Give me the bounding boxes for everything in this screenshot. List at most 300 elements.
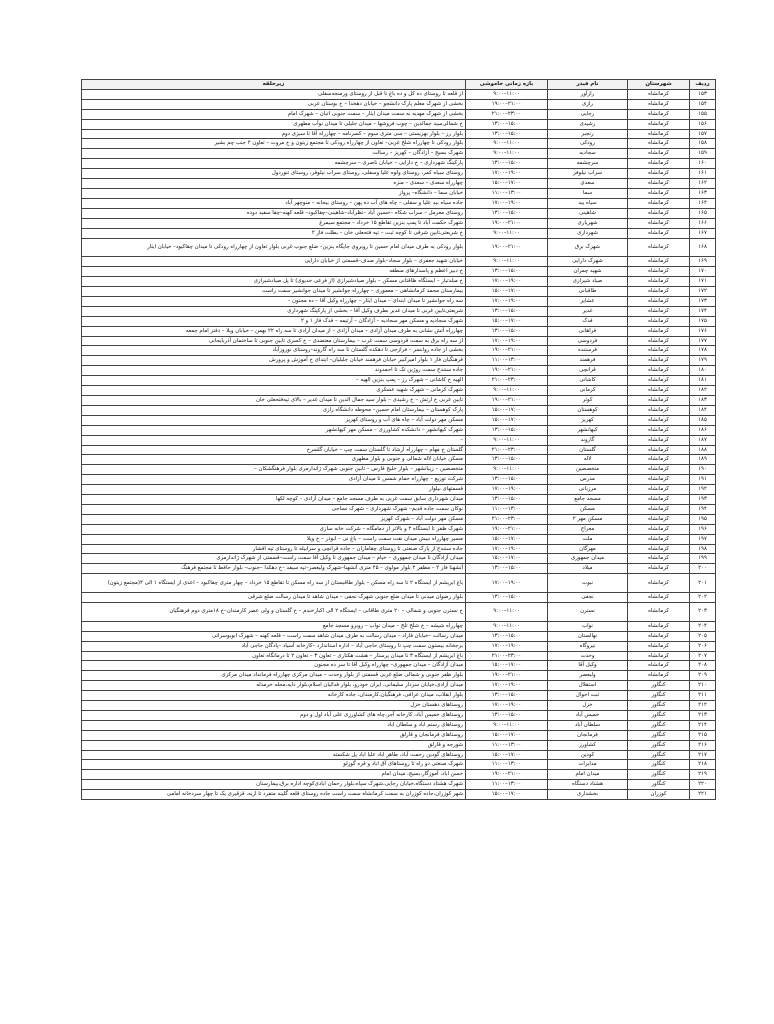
row-number-cell: ۱۸۲ — [690, 386, 716, 396]
area-cell: میدان رسالت –خیابان فاراد – میدان رسالت به طرف میدان شاهد سمت راست – قلعه کهنه – شهرک ابوبوسراتی — [82, 631, 466, 641]
table-row — [82, 159, 716, 169]
city-cell: کرمانشاه — [628, 218, 690, 228]
table-row — [82, 641, 716, 651]
area-cell: چهارراه شیشه – خ شلخ تلخ – میدان نواب – روبرو مسجد جامع — [82, 621, 466, 631]
area-cell: میدان آزادگان تا میدان جمهوری – خیام – میدان جمهوری تا وکیل آقا سمت راست–قسمتی از شهرک ژاندارمری — [82, 554, 466, 564]
row-number-cell: ۱۸۶ — [690, 425, 716, 435]
feeder-cell: غدیر — [548, 306, 628, 316]
city-cell: کرمانشاه — [628, 395, 690, 405]
row-number-cell: ۲۱۸ — [690, 760, 716, 770]
area-cell: گلستان خ مهام – چهارراه ارشاد تا گلستان سمت چپ – خیابان گلسرخ — [82, 445, 466, 455]
city-cell: کنگاور — [628, 701, 690, 711]
outage-time-cell: ۱۳:۰۰–۱۵:۰۰ — [466, 631, 548, 641]
outage-time-cell: ۱۹:۰۰–۲۱:۰۰ — [466, 671, 548, 681]
area-cell: بخشی از شهرک معلم پارک دانشجو – خیابان دهخدا – خ بوستان غربی — [82, 99, 466, 109]
table-row — [82, 495, 716, 505]
area-cell: مسکن مهر دولت آباد – چاه های آب و روستای کهریز — [82, 415, 466, 425]
row-number-cell: ۱۶۸ — [690, 238, 716, 257]
city-cell: کرمانشاه — [628, 267, 690, 277]
outage-time-cell: ۱۱:۰۰–۱۳:۰۰ — [466, 188, 548, 198]
table-row — [82, 740, 716, 750]
table-row — [82, 376, 716, 386]
outage-time-cell: ۲۱:۰۰–۲۳:۰۰ — [466, 651, 548, 661]
city-cell: کرمانشاه — [628, 554, 690, 564]
city-cell: کرمانشاه — [628, 238, 690, 257]
table-row — [82, 671, 716, 681]
outage-time-cell: ۱۳:۰۰–۱۵:۰۰ — [466, 208, 548, 218]
table-row — [82, 405, 716, 415]
row-number-cell: ۲۱۵ — [690, 730, 716, 740]
city-cell: کرمانشاه — [628, 159, 690, 169]
table-row — [82, 681, 716, 691]
header-row-number: ردیف — [690, 80, 716, 90]
feeder-cell: کاشانی — [548, 376, 628, 386]
area-cell: شهرک حکمت آباد تا پمپ بنزین تقاطع ۱۵ خرداد – مجتمع سیمرغ — [82, 218, 466, 228]
row-number-cell: ۲۰۰ — [690, 564, 716, 574]
table-row — [82, 425, 716, 435]
feeder-cell: مسجد جامع — [548, 495, 628, 505]
outage-time-cell: ۱۵:۰۰–۱۷:۰۰ — [466, 750, 548, 760]
table-row — [82, 306, 716, 316]
area-cell: روستاهای دهستان خزل — [82, 701, 466, 711]
feeder-cell: صیاد شیرازی — [548, 277, 628, 287]
area-cell: مسیر چهارراه نبیش میدان نفت سمت راست – باغ نی – ابوذر – خ ویلا — [82, 534, 466, 544]
city-cell: کوزران — [628, 790, 690, 800]
feeder-cell: گاروند — [548, 435, 628, 445]
feeder-cell: کهریز — [548, 415, 628, 425]
table-row — [82, 720, 716, 730]
outage-time-cell: ۹:۰۰–۱۱:۰۰ — [466, 621, 548, 631]
table-row — [82, 435, 716, 445]
city-cell: کرمانشاه — [628, 504, 690, 514]
city-cell: کرمانشاه — [628, 445, 690, 455]
table-row — [82, 415, 716, 425]
row-number-cell: ۱۶۲ — [690, 179, 716, 189]
feeder-cell: سراب نیلوفر — [548, 169, 628, 179]
row-number-cell: ۱۷۹ — [690, 356, 716, 366]
row-number-cell: ۱۵۴ — [690, 99, 716, 109]
area-cell: بلوار ظفر جنوبی و شمالی ضلع غربی قسمتی از بلوار وحدت – میدان مرکزی چهارراه فرمانداد میدان مرکزی — [82, 671, 466, 681]
table-row — [82, 267, 716, 277]
outage-time-cell: ۱۹:۰۰–۲۱:۰۰ — [466, 238, 548, 257]
area-cell: خ دبیر اعظم و پاسدارهای منطقه — [82, 267, 466, 277]
table-row — [82, 661, 716, 671]
area-cell: قسمتهای بیلوار — [82, 485, 466, 495]
area-cell: از قلعه تا روستای ده کل و ده باغ تا قبل از روستای ورمنجه‌سفلی — [82, 89, 466, 99]
feeder-cell: کوهستان — [548, 405, 628, 415]
row-number-cell: ۲۱۴ — [690, 720, 716, 730]
table-row — [82, 218, 716, 228]
outage-time-cell: ۱۱:۰۰–۱۳:۰۰ — [466, 740, 548, 750]
feeder-cell: فدک — [548, 316, 628, 326]
area-cell: خیابان شهید جعفری – بلوار سجاد–بلوار صدف–قسمتی از خیابان دارایی — [82, 257, 466, 267]
outage-time-cell: ۱۵:۰۰–۱۷:۰۰ — [466, 534, 548, 544]
city-cell: کرمانشاه — [628, 109, 690, 119]
table-body — [82, 89, 716, 799]
feeder-cell: کرمانی — [548, 386, 628, 396]
feeder-cell: سیاه بید — [548, 198, 628, 208]
outage-time-cell: ۲۱:۰۰–۲۳:۰۰ — [466, 445, 548, 455]
table-row — [82, 524, 716, 534]
feeder-cell: مدابرات — [548, 760, 628, 770]
city-cell: کرمانشاه — [628, 119, 690, 129]
table-row — [82, 228, 716, 238]
feeder-cell: وحدت — [548, 651, 628, 661]
row-number-cell: ۲۱۳ — [690, 710, 716, 720]
feeder-cell: گلستان — [548, 445, 628, 455]
row-number-cell: ۱۹۱ — [690, 475, 716, 485]
outage-time-cell: ۱۳:۰۰–۱۵:۰۰ — [466, 475, 548, 485]
row-number-cell: ۲۰۷ — [690, 651, 716, 661]
area-cell: از سه راه برق به سمت فردوسی سمت غرب – بیمارستان معتضدی – خ کسری تابین جنوبی تا ساختمان آذربایجانی — [82, 336, 466, 346]
outage-table — [81, 79, 716, 800]
outage-time-cell: ۹:۰۰–۱۱:۰۰ — [466, 139, 548, 149]
city-cell: کنگاور — [628, 760, 690, 770]
feeder-cell: هشتاد دستگاه — [548, 780, 628, 790]
outage-time-cell: ۹:۰۰–۱۱:۰۰ — [466, 149, 548, 159]
row-number-cell: ۱۹۹ — [690, 554, 716, 564]
table-header-row — [82, 80, 716, 90]
outage-time-cell: ۱۹:۰۰–۲۱:۰۰ — [466, 346, 548, 356]
outage-time-cell: ۱۹:۰۰–۲۱:۰۰ — [466, 395, 548, 405]
city-cell: کنگاور — [628, 780, 690, 790]
outage-time-cell: ۱۷:۰۰–۱۹:۰۰ — [466, 681, 548, 691]
area-cell: باغ ابریشم از ایستگاه ۳ تا میدان پرستار – هشت هکتاری – تعاون ۳ – تعاون ۲ تا درمانگاه تعاون — [82, 651, 466, 661]
row-number-cell: ۱۹۶ — [690, 524, 716, 534]
feeder-cell: نجفی — [548, 593, 628, 603]
row-number-cell: ۱۵۸ — [690, 139, 716, 149]
feeder-cell: کیهانشهر — [548, 425, 628, 435]
area-cell: سه راه جوانشیر تا میدان ابتدای – میدان ایثار – چهارراه وکیل آقا – ده مجنون – — [82, 296, 466, 306]
area-cell: بلوار رودکی به طرف میدان امام حسین تا روبروی جایگاه بنزین– ضلع جنوب غربی بلوار تعاون از چهارراه رودکی تا میدان چقاکبود– خیابان ایثار — [82, 238, 466, 257]
row-number-cell: ۱۸۷ — [690, 435, 716, 445]
table-row — [82, 593, 716, 603]
header-feeder: نام فیدر — [548, 80, 628, 90]
table-row — [82, 326, 716, 336]
city-cell: کرمانشاه — [628, 188, 690, 198]
feeder-cell: سما — [548, 188, 628, 198]
outage-time-cell: ۱۳:۰۰–۱۵:۰۰ — [466, 691, 548, 701]
outage-time-cell: ۱۷:۰۰–۱۹:۰۰ — [466, 336, 548, 346]
table-row — [82, 316, 716, 326]
city-cell: کنگاور — [628, 730, 690, 740]
header-area: زیرحلقه — [82, 80, 466, 90]
row-number-cell: ۲۰۱ — [690, 574, 716, 593]
row-number-cell: ۱۶۱ — [690, 169, 716, 179]
row-number-cell: ۲۰۹ — [690, 671, 716, 681]
feeder-cell: فرمانجان — [548, 730, 628, 740]
outage-time-cell: ۱۵:۰۰–۱۷:۰۰ — [466, 316, 548, 326]
feeder-cell: وکیل آقا — [548, 661, 628, 671]
outage-time-cell: ۹:۰۰–۱۱:۰۰ — [466, 89, 548, 99]
table-row — [82, 574, 716, 593]
row-number-cell: ۲۱۷ — [690, 750, 716, 760]
area-cell: برجخانه بیستون سمت چپ تا روستای حاجی آباد – اداره استاندارد –کارخانه آسیاد –پادگان حاجی آباد — [82, 641, 466, 651]
city-cell: کرمانشاه — [628, 257, 690, 267]
city-cell: کرمانشاه — [628, 641, 690, 651]
outage-time-cell: ۲۱:۰۰–۲۳:۰۰ — [466, 109, 548, 119]
table-row — [82, 455, 716, 465]
city-cell: کنگاور — [628, 710, 690, 720]
area-cell: شهر کوزران،جاده کوزران به سمت کرمانشاه سمت راست جاده روستای قلعه گلینه متفرد تا اریه، قزقیری یک تا چهار سردخانه امامی — [82, 790, 466, 800]
row-number-cell: ۲۱۶ — [690, 740, 716, 750]
feeder-cell: معراج — [548, 524, 628, 534]
city-cell: کرمانشاه — [628, 287, 690, 297]
table-row — [82, 445, 716, 455]
city-cell: کرمانشاه — [628, 534, 690, 544]
outage-time-cell: ۱۵:۰۰–۱۷:۰۰ — [466, 730, 548, 740]
feeder-cell: مدرس — [548, 475, 628, 485]
area-cell: میدان آزادی،خیابان سردار سلیمانی، ایران خودرو، بلوار فدائیان اسلام،بلوار دایه،محله خرمدله — [82, 681, 466, 691]
feeder-cell: نیروگاه — [548, 641, 628, 651]
feeder-cell: شهرک برق — [548, 238, 628, 257]
outage-time-cell: ۹:۰۰–۱۱:۰۰ — [466, 465, 548, 475]
feeder-cell: میدان امام — [548, 770, 628, 780]
outage-schedule-sheet — [81, 79, 715, 800]
area-cell: پارکینگ شهرداری – خ دارایی – خیابان ناصری – سرچشمه — [82, 159, 466, 169]
table-row — [82, 346, 716, 356]
city-cell: کرمانشاه — [628, 169, 690, 179]
table-row — [82, 356, 716, 366]
outage-time-cell: ۱۷:۰۰–۱۹:۰۰ — [466, 701, 548, 711]
feeder-cell: سرچشمه — [548, 159, 628, 169]
table-row — [82, 504, 716, 514]
city-cell: کرمانشاه — [628, 564, 690, 574]
area-cell: میدان آزادگان – میدان جمهوری– چهارراه وکیل آقا تا سر ده مجنون — [82, 661, 466, 671]
feeder-cell: ملت — [548, 534, 628, 544]
city-cell: کنگاور — [628, 720, 690, 730]
feeder-cell: رنجبر — [548, 129, 628, 139]
area-cell: – — [82, 435, 466, 445]
header-city: شهرستان — [628, 80, 690, 90]
outage-time-cell: ۱۷:۰۰–۱۹:۰۰ — [466, 574, 548, 593]
area-cell: روستاهای فرمانجان و قارلق — [82, 730, 466, 740]
city-cell: کرمانشاه — [628, 405, 690, 415]
row-number-cell: ۱۷۲ — [690, 287, 716, 297]
outage-time-cell: ۱۵:۰۰–۱۷:۰۰ — [466, 415, 548, 425]
outage-time-cell: ۱۳:۰۰–۱۵:۰۰ — [466, 129, 548, 139]
city-cell: کرمانشاه — [628, 386, 690, 396]
city-cell: کرمانشاه — [628, 435, 690, 445]
row-number-cell: ۱۷۶ — [690, 326, 716, 336]
city-cell: کرمانشاه — [628, 603, 690, 622]
feeder-cell: کوثر — [548, 395, 628, 405]
row-number-cell: ۱۶۴ — [690, 198, 716, 208]
area-cell: جاده سیاه بید علیا و سفلی – چاه های آب ده پهن – روستای بیجانه – منوچهر آباد — [82, 198, 466, 208]
area-cell: میدان شهرداری سابق سمت غربی به طرف مسجد جامع – میدان آزادی – کوچه لکها — [82, 495, 466, 505]
feeder-cell: مهرگان — [548, 544, 628, 554]
outage-time-cell: ۱۵:۰۰–۱۷:۰۰ — [466, 554, 548, 564]
outage-time-cell: ۱۳:۰۰–۱۵:۰۰ — [466, 425, 548, 435]
table-row — [82, 465, 716, 475]
city-cell: کرمانشاه — [628, 366, 690, 376]
area-cell: بیمارستان محمد کرمانشاهی – معموری – چهارراه جوانشیر تا میدان جوانشیر سمت راست — [82, 287, 466, 297]
row-number-cell: ۱۸۰ — [690, 366, 716, 376]
row-number-cell: ۱۸۳ — [690, 395, 716, 405]
feeder-cell: شاهینی — [548, 208, 628, 218]
table-row — [82, 631, 716, 641]
row-number-cell: ۱۶۶ — [690, 218, 716, 228]
area-cell: روستای معرمل – سراب شکاه –حسین آباد –نظرآباد–شاهینی–چقاکبود– قلعه کهنه–چقا سفید دوده — [82, 208, 466, 218]
outage-time-cell: ۹:۰۰–۱۱:۰۰ — [466, 435, 548, 445]
area-cell: شهرک کیهانشهر – دانشکده کشاورزی – مسکن مهر کیهانشهر — [82, 425, 466, 435]
outage-time-cell: ۱۱:۰۰–۱۳:۰۰ — [466, 504, 548, 514]
city-cell: کرمانشاه — [628, 485, 690, 495]
city-cell: کرمانشاه — [628, 524, 690, 534]
feeder-cell: رودکی — [548, 139, 628, 149]
feeder-cell: فردوسی — [548, 336, 628, 346]
outage-time-cell: ۱۹:۰۰–۲۱:۰۰ — [466, 366, 548, 376]
row-number-cell: ۲۱۱ — [690, 691, 716, 701]
feeder-cell: شهرداری — [548, 228, 628, 238]
outage-time-cell: ۱۵:۰۰–۱۷:۰۰ — [466, 405, 548, 415]
row-number-cell: ۱۸۴ — [690, 405, 716, 415]
row-number-cell: ۲۱۰ — [690, 681, 716, 691]
city-cell: کرمانشاه — [628, 208, 690, 218]
feeder-cell: سلطان آباد — [548, 720, 628, 730]
table-row — [82, 544, 716, 554]
area-cell: شورجه و قارلق — [82, 740, 466, 750]
city-cell: کرمانشاه — [628, 495, 690, 505]
row-number-cell: ۱۸۵ — [690, 415, 716, 425]
row-number-cell: ۲۰۶ — [690, 641, 716, 651]
city-cell: کرمانشاه — [628, 475, 690, 485]
table-row — [82, 149, 716, 159]
row-number-cell: ۱۹۴ — [690, 504, 716, 514]
row-number-cell: ۲۱۹ — [690, 770, 716, 780]
table-row — [82, 564, 716, 574]
table-row — [82, 208, 716, 218]
feeder-cell: قرانچی — [548, 366, 628, 376]
outage-time-cell: ۹:۰۰–۱۱:۰۰ — [466, 257, 548, 267]
table-row — [82, 109, 716, 119]
area-cell: مسکن مهر دولت آباد – شهرک کهریز — [82, 514, 466, 524]
area-cell: شرکت توزیع – چهارراه حمام شمس تا میدان آزادی — [82, 475, 466, 485]
city-cell: کرمانشاه — [628, 593, 690, 603]
feeder-cell: سعدی — [548, 179, 628, 189]
feeder-cell: استقلال — [548, 681, 628, 691]
area-cell: الهیه خ کاشانی – شهرک رز – پمپ بنزین الهیه – — [82, 376, 466, 386]
area-cell: بلوار رضوان میدنی تا میدان ضلع جنوبی شهرک نجفی – میدان شاهد تا میدان رسالت ضلع شرقی — [82, 593, 466, 603]
feeder-cell: مسکن — [548, 504, 628, 514]
area-cell: بلوار رز – بلوار بهزیستی – سی متری سوم – کسرنامه – چهارراه آقا تا سبزی دوم — [82, 129, 466, 139]
city-cell: کرمانشاه — [628, 306, 690, 316]
area-cell: چهارراه سعدی – سعدی – منزه — [82, 179, 466, 189]
table-row — [82, 129, 716, 139]
area-cell: روستای سیاه کمر، روستای ولوه علیا وسفلی، روستای سراب نیلوفر، روستای تنوردول — [82, 169, 466, 179]
table-row — [82, 554, 716, 564]
city-cell: کرمانشاه — [628, 149, 690, 159]
feeder-cell: شهید چمران — [548, 267, 628, 277]
table-row — [82, 257, 716, 267]
table-row — [82, 485, 716, 495]
city-cell: کرمانشاه — [628, 455, 690, 465]
table-row — [82, 701, 716, 711]
area-cell: شهرک کرمانی – شهرک شهید عسکری — [82, 386, 466, 396]
row-number-cell: ۱۷۴ — [690, 306, 716, 316]
outage-time-cell: ۱۳:۰۰–۱۵:۰۰ — [466, 495, 548, 505]
row-number-cell: ۱۵۵ — [690, 109, 716, 119]
table-row — [82, 366, 716, 376]
row-number-cell: ۱۹۳ — [690, 495, 716, 505]
outage-time-cell: ۹:۰۰–۱۱:۰۰ — [466, 228, 548, 238]
city-cell: کرمانشاه — [628, 198, 690, 208]
feeder-cell: مرزبانی — [548, 485, 628, 495]
area-cell: فرهنگیان فاز ۱ بلوار امیرکبیر خیابان فرهمند خیابان جلیلیان– ابتدای خ آموزش و پرورش — [82, 356, 466, 366]
city-cell: کرمانشاه — [628, 621, 690, 631]
row-number-cell: ۱۵۷ — [690, 129, 716, 139]
area-cell: خ مبلدتیار – ایستگاه ظاقتانی مسکن – بلوار صیادشیرازی (از فرعی خدیوی) تا پل صیادشیرازی — [82, 277, 466, 287]
row-number-cell: ۲۰۳ — [690, 603, 716, 622]
table-row — [82, 89, 716, 99]
table-row — [82, 750, 716, 760]
row-number-cell: ۱۸۸ — [690, 445, 716, 455]
area-cell: شهرک ظفر تا ایستگاه ۲ و بالاتر از دمامگاه – شرکت خانه سازی — [82, 524, 466, 534]
city-cell: کرمانشاه — [628, 316, 690, 326]
table-row — [82, 395, 716, 405]
area-cell: باغ ابریشم از ایستگاه ۲ تا سه راه مسکن – بلوار طاقبستان از سه راه مسکن تا تقاطع ۱۵ خرداد – چهار متری چقاکبود – اعدی از ایستگاه ۱ الی ۴(مجتمع زیتون) — [82, 574, 466, 593]
row-number-cell: ۲۰۴ — [690, 621, 716, 631]
table-row — [82, 514, 716, 524]
row-number-cell: ۱۷۳ — [690, 296, 716, 306]
area-cell: نوکان سمت جاده قدیم– شهرک شهرداری – شهرک نساجی — [82, 504, 466, 514]
city-cell: کرمانشاه — [628, 425, 690, 435]
area-cell: بلوار انقلاب، میدان عراقی، فرهنگیان،کارمندان، جاده کارخانه — [82, 691, 466, 701]
table-row — [82, 139, 716, 149]
area-cell: چهارراه آتش نشانی به طرف میدان آزادی – میدان آزادی – از میدان آزادی تا سه راه ۲۲ بهمن – خیابان ویلا – دفتر امام جمعه — [82, 326, 466, 336]
city-cell: کرمانشاه — [628, 465, 690, 475]
outage-time-cell: ۱۳:۰۰–۱۵:۰۰ — [466, 710, 548, 720]
feeder-cell: سجادیه — [548, 149, 628, 159]
city-cell: کرمانشاه — [628, 415, 690, 425]
feeder-cell: نسترن — [548, 603, 628, 622]
row-number-cell: ۱۶۰ — [690, 159, 716, 169]
table-row — [82, 651, 716, 661]
row-number-cell: ۱۷۰ — [690, 267, 716, 277]
outage-time-cell: ۱۷:۰۰–۱۹:۰۰ — [466, 198, 548, 208]
area-cell: بخشی از شهرک مهدیه به سمت میدان ایثار – سمت جنوبی اتبان – شهرک امام — [82, 109, 466, 119]
area-cell: خ شریعتی‌تابین شرقی تا کوچه ثبت – تپه فتحعلی خان – بطلت فاز ۲ — [82, 228, 466, 238]
feeder-cell: میدان جمهوری — [548, 554, 628, 564]
city-cell: کرمانشاه — [628, 129, 690, 139]
feeder-cell: شهریاری — [548, 218, 628, 228]
city-cell: کرمانشاه — [628, 631, 690, 641]
area-cell: جاده سنندج سمت روژین تک تا احمدوند — [82, 366, 466, 376]
table-row — [82, 179, 716, 189]
row-number-cell: ۲۲۰ — [690, 780, 716, 790]
city-cell: کنگاور — [628, 691, 690, 701]
city-cell: کرمانشاه — [628, 179, 690, 189]
outage-time-cell: ۱۳:۰۰–۱۵:۰۰ — [466, 593, 548, 603]
city-cell: کرمانشاه — [628, 574, 690, 593]
feeder-cell: نواب — [548, 621, 628, 631]
area-cell: خ شمالی‌سید جمالدین – چوب فروشها – میدان جلیلی تا میدان نوآب مطهری — [82, 119, 466, 129]
table-row — [82, 790, 716, 800]
row-number-cell: ۱۷۸ — [690, 346, 716, 356]
feeder-cell: رشیدی — [548, 119, 628, 129]
outage-time-cell: ۱۱:۰۰–۱۳:۰۰ — [466, 780, 548, 790]
outage-time-cell: ۲۱:۰۰–۲۳:۰۰ — [466, 514, 548, 524]
outage-time-cell: ۱۷:۰۰–۱۹:۰۰ — [466, 296, 548, 306]
row-number-cell: ۱۹۵ — [690, 514, 716, 524]
outage-time-cell: ۱۳:۰۰–۱۵:۰۰ — [466, 455, 548, 465]
row-number-cell: ۱۶۳ — [690, 188, 716, 198]
row-number-cell: ۱۹۰ — [690, 465, 716, 475]
outage-time-cell: ۱۹:۰۰–۲۱:۰۰ — [466, 524, 548, 534]
city-cell: کرمانشاه — [628, 139, 690, 149]
table-row — [82, 760, 716, 770]
outage-time-cell: ۱۹:۰۰–۲۱:۰۰ — [466, 218, 548, 228]
